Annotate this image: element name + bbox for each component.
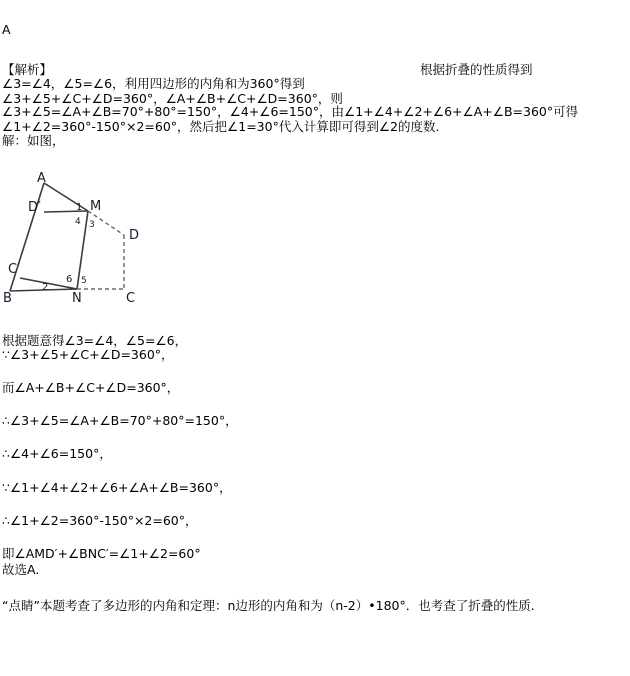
label-C-prime: C′: [8, 262, 21, 277]
solution-line: 故选A.: [2, 562, 40, 577]
label-N: N: [72, 291, 82, 306]
answer-text: A: [2, 22, 11, 37]
angle-label-3: 3: [89, 220, 95, 230]
analysis-line: ∠3+∠5+∠C+∠D=360°，∠A+∠B+∠C+∠D=360°，则: [2, 91, 343, 106]
label-C: C: [126, 291, 136, 306]
label-A: A: [37, 171, 46, 186]
label-B: B: [3, 291, 12, 306]
angle-label-2: 2: [42, 282, 49, 293]
angle-label-6: 6: [66, 274, 73, 285]
solution-line: ∵∠1+∠4+∠2+∠6+∠A+∠B=360°，: [2, 480, 232, 495]
solution-line: ∴∠3+∠5=∠A+∠B=70°+80°=150°，: [2, 413, 238, 428]
comment-text: “点睛”本题考查了多边形的内角和定理：n边形的内角和为（n-2）•180°．也考查了折叠的性质.: [2, 598, 535, 613]
analysis-line: 解：如图，: [2, 133, 65, 148]
solution-line: ∴∠4+∠6=150°，: [2, 446, 112, 461]
label-D-prime: D′: [28, 200, 41, 215]
angle-label-5: 5: [81, 276, 87, 286]
folded-quadrilateral-figure: [0, 165, 160, 310]
angle-label-4: 4: [75, 217, 81, 227]
angle-label-1: 1: [76, 202, 83, 213]
solution-line: ∴∠1+∠2=360°-150°×2=60°，: [2, 513, 198, 528]
label-D: D: [129, 228, 140, 243]
solution-line: 而∠A+∠B+∠C+∠D=360°，: [2, 380, 180, 395]
analysis-line: ∠1+∠2=360°-150°×2=60°，然后把∠1=30°代入计算即可得到∠2的度数.: [2, 119, 440, 134]
solution-line: 即∠AMD′+∠BNC′=∠1+∠2=60°: [2, 546, 201, 561]
solution-line: 根据题意得∠3=∠4，∠5=∠6，: [2, 333, 188, 348]
analysis-line: ∠3=∠4，∠5=∠6，利用四边形的内角和为360°得到: [2, 76, 305, 91]
solution-line: ∵∠3+∠5+∠C+∠D=360°，: [2, 347, 174, 362]
analysis-heading-right: 根据折叠的性质得到: [420, 62, 533, 77]
label-M: M: [90, 199, 102, 214]
analysis-heading: 【解析】: [2, 62, 53, 77]
analysis-line: ∠3+∠5=∠A+∠B=70°+80°=150°，∠4+∠6=150°，由∠1+∠4+∠2+∠6+∠A+∠B=360°可得: [2, 104, 579, 119]
